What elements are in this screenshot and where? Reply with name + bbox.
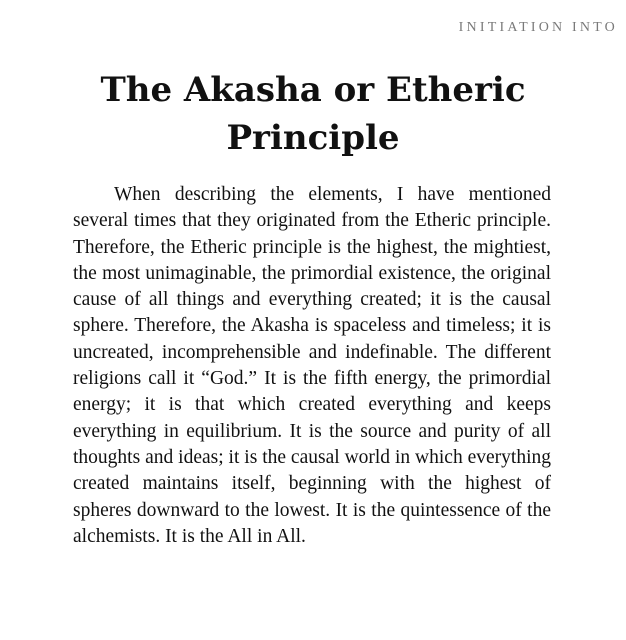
chapter-title: The Akasha or Etheric Principle bbox=[100, 70, 526, 158]
running-head: INITIATION INTO bbox=[458, 20, 618, 35]
body-paragraph: When describing the elements, I have mentioned several times that they originated from the Etheric principle. Therefore, the Etheric principle is the highest, the mightiest, the most unimaginable, the primordial existence, the original cause of all things and everything created; it is the causal sphere. Therefore, the Akasha is spaceless and timeless; it is uncreated, incomprehensible and indefinable. The different religions call it “God.” It is the fifth energy, the primordial energy; it is that which created everything and keeps everything in equilibrium. It is the source and purity of all thoughts and ideas; it is the causal world in which everything created maintains itself, beginning with the highest of spheres downward to the lowest. It is the quintessence of the alchemists. It is the All in All. bbox=[73, 184, 551, 547]
